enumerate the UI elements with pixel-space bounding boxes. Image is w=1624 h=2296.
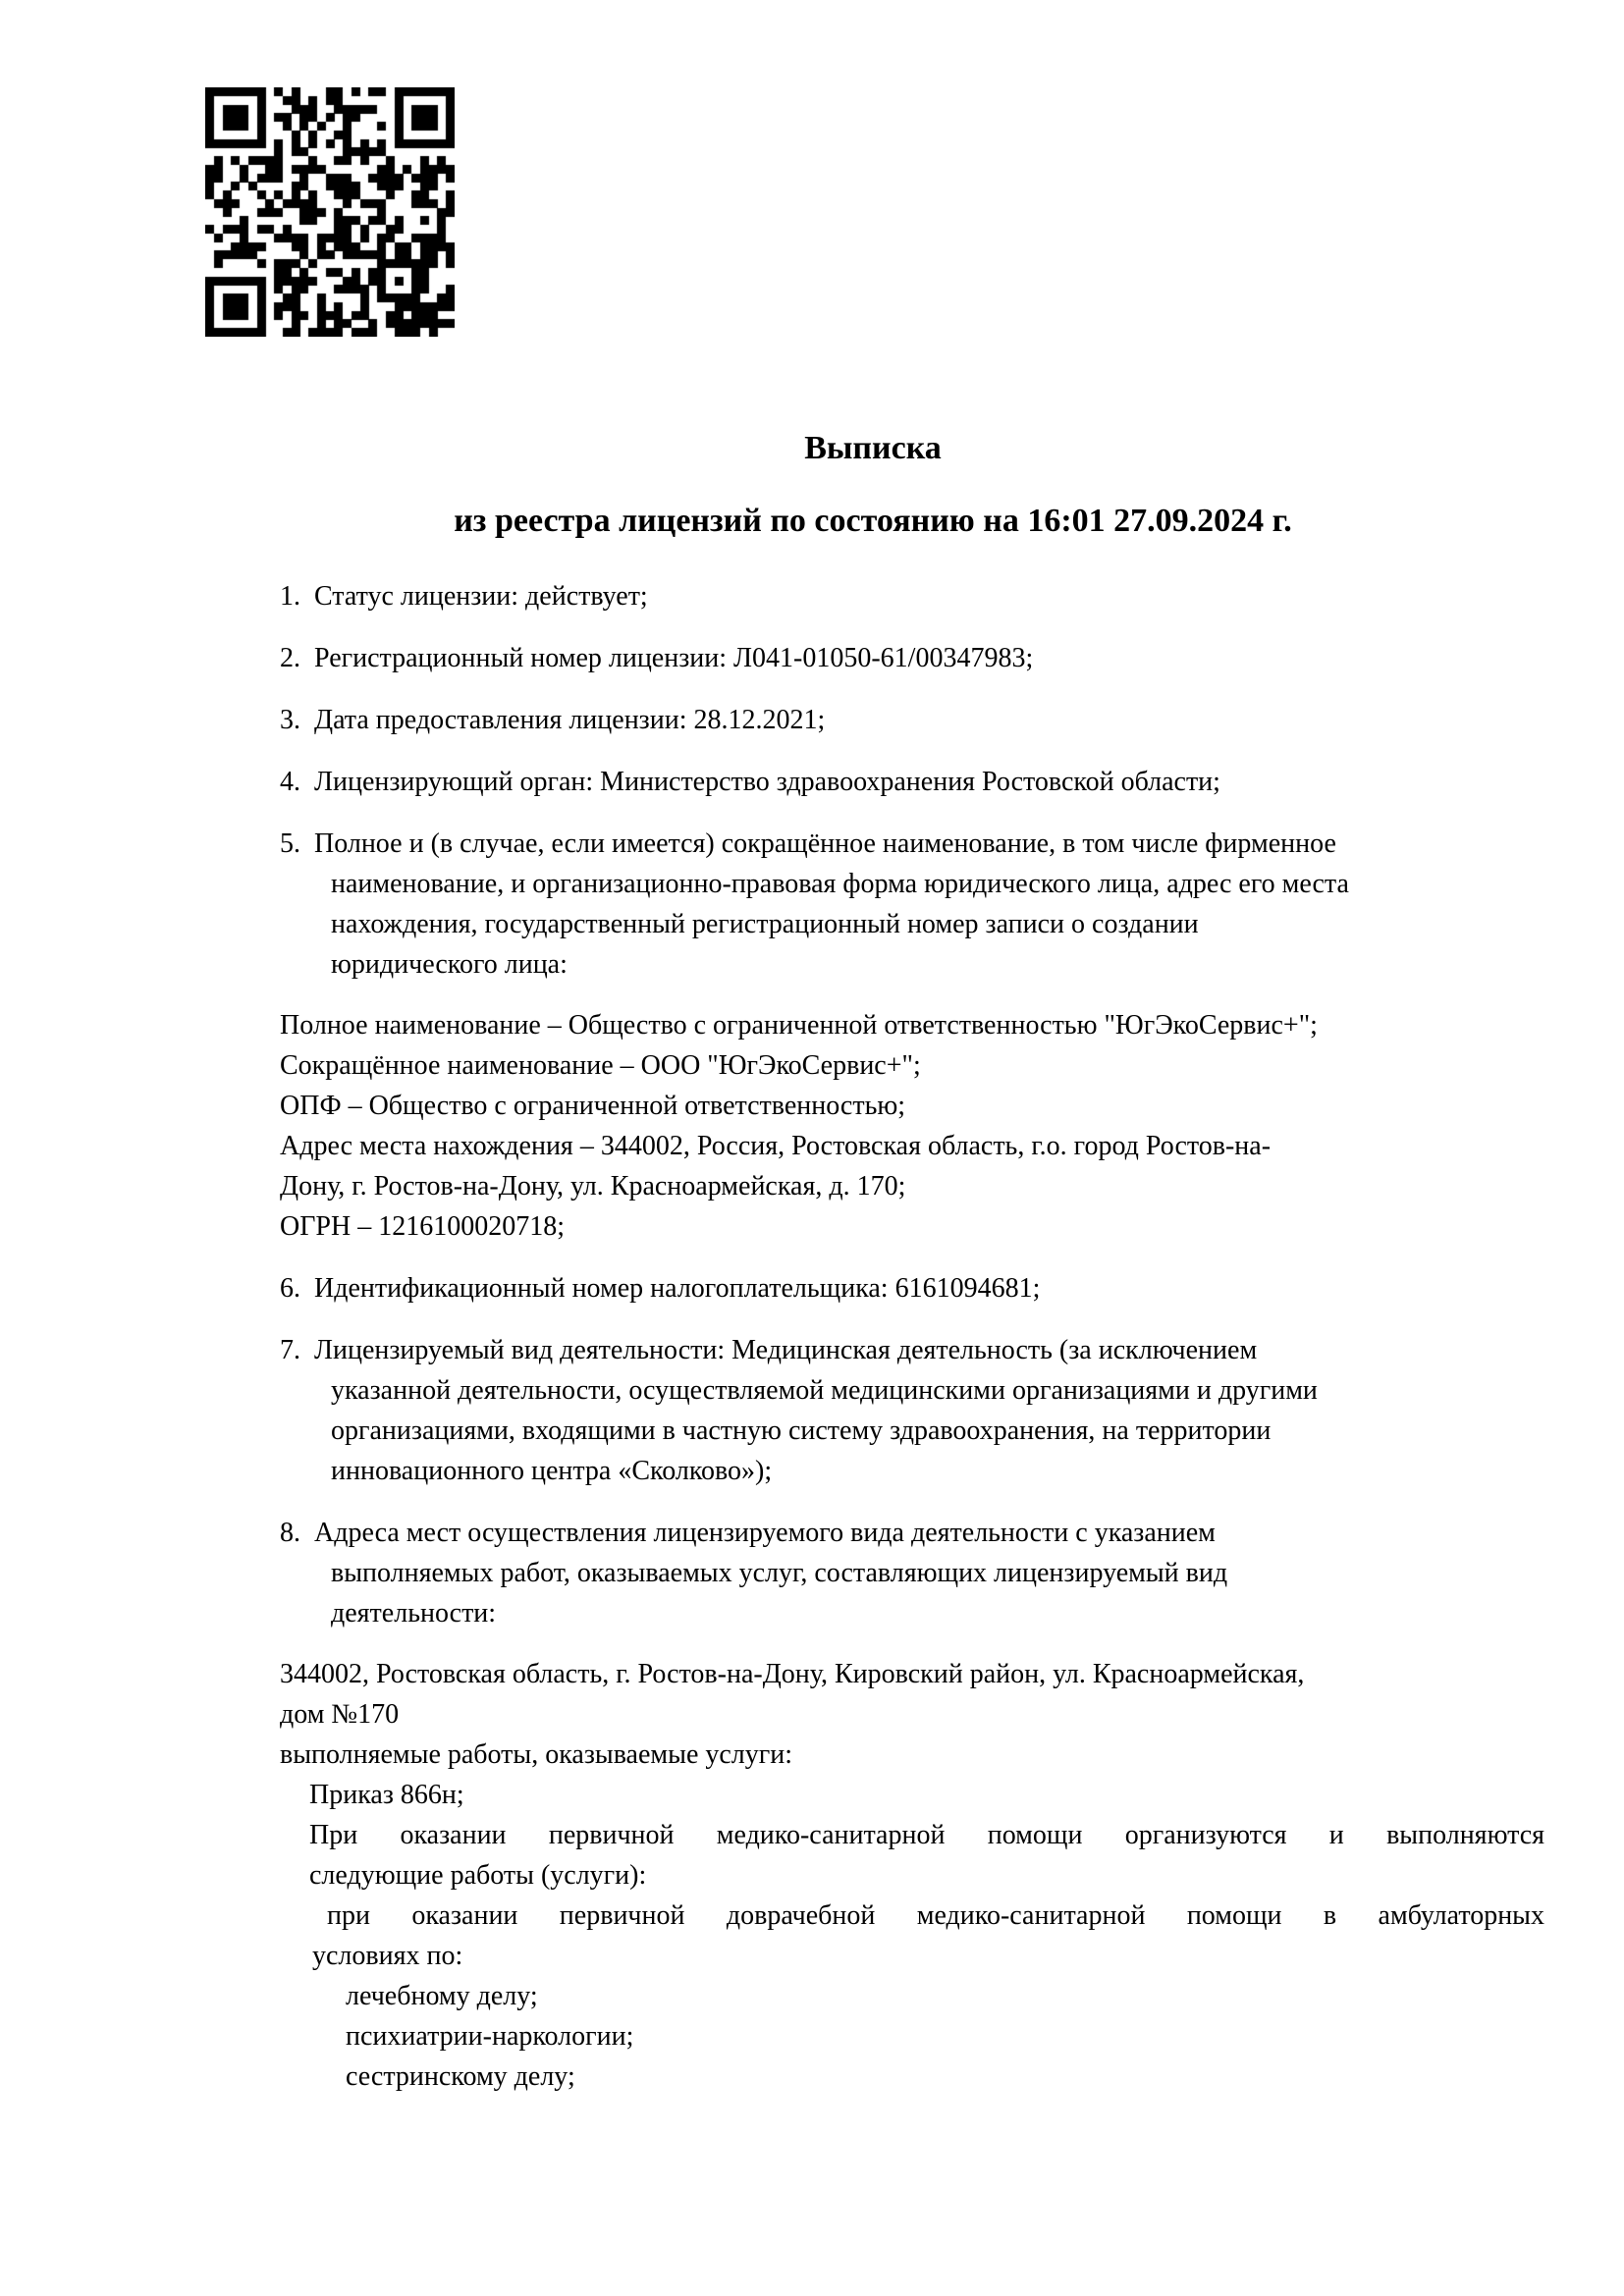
text-line: выполняемых работ, оказываемых услуг, составляющих лицензируемый вид (331, 1558, 1228, 1588)
text-line: наименование, и организационно-правовая форма юридического лица, адрес его места (331, 869, 1349, 899)
document-subtitle: из реестра лицензий по состоянию на 16:01 27.09.2024 г. (454, 503, 1292, 539)
item-number: 6. (280, 1273, 300, 1304)
text-line: нахождения, государственный регистрационный номер записи о создании (331, 909, 1199, 939)
text-line (280, 1513, 1544, 1553)
text-line: Сокращённое наименование – ООО "ЮгЭкоСервис+"; (280, 1050, 921, 1081)
document-title: Выписка (804, 430, 942, 466)
text-line: ОГРН – 1216100020718; (280, 1211, 565, 1242)
qr-code-image (205, 87, 455, 337)
organization-block (280, 1005, 1544, 1247)
item-text: Лицензирующий орган: Министерство здравоохранения Ростовской области; (314, 767, 1220, 797)
text-line: при оказании первичной доврачебной медико-санитарной помощи в амбулаторных (327, 1900, 1544, 1931)
text-line: 344002, Ростовская область, г. Ростов-на-Дону, Кировский район, ул. Красноармейская, (280, 1659, 1305, 1689)
item-text: Статус лицензии: действует; (314, 581, 648, 612)
list-item-8 (280, 1513, 1544, 1633)
text-line (280, 1268, 1544, 1308)
list-item-7 (280, 1330, 1544, 1491)
document-content (280, 425, 1544, 2097)
text-line: ОПФ – Общество с ограниченной ответственностью; (280, 1091, 906, 1121)
text-line (280, 762, 1544, 802)
item-text: Дата предоставления лицензии: 28.12.2021; (314, 705, 826, 735)
list-item-3 (280, 700, 1544, 740)
list-item-2 (280, 638, 1544, 678)
text-line: лечебному делу; (346, 1981, 538, 2011)
text-line (280, 1330, 1544, 1370)
item-text: Полное и (в случае, если имеется) сокращённое наименование, в том числе фирменное (314, 828, 1336, 859)
text-line: условиях по: (312, 1941, 463, 1971)
text-line: выполняемые работы, оказываемые услуги: (280, 1739, 793, 1770)
item-number: 1. (280, 581, 300, 612)
item-number: 2. (280, 643, 300, 673)
text-line (280, 638, 1544, 678)
text-line: указанной деятельности, осуществляемой медицинскими организациями и другими (331, 1375, 1318, 1406)
text-line: При оказании первичной медико-санитарной помощи организуются и выполняются (309, 1820, 1544, 1850)
list-item-1 (280, 576, 1544, 616)
item-text: Регистрационный номер лицензии: Л041-01050-61/00347983; (314, 643, 1034, 673)
item-number: 7. (280, 1335, 300, 1365)
address-block (280, 1654, 1544, 1775)
text-line: юридического лица: (331, 949, 568, 980)
qr-code (205, 87, 455, 337)
text-line: деятельности: (331, 1598, 497, 1629)
item-text: Лицензируемый вид деятельности: Медицинская деятельность (за исключением (314, 1335, 1258, 1365)
text-line: сестринскому делу; (346, 2061, 575, 2092)
list-item-4 (280, 762, 1544, 802)
item-text: Адреса мест осуществления лицензируемого вида деятельности с указанием (314, 1518, 1216, 1548)
item-number: 5. (280, 828, 300, 859)
text-line (280, 576, 1544, 616)
text-line (280, 824, 1544, 864)
text-line (280, 700, 1544, 740)
item-number: 8. (280, 1518, 300, 1548)
text-line: Дону, г. Ростов-на-Дону, ул. Красноармейская, д. 170; (280, 1171, 906, 1201)
item-number: 4. (280, 767, 300, 797)
item-text: Идентификационный номер налогоплательщика: 6161094681; (314, 1273, 1041, 1304)
item-number: 3. (280, 705, 300, 735)
text-line: организациями, входящими в частную систему здравоохранения, на территории (331, 1415, 1272, 1446)
text-line: следующие работы (услуги): (309, 1860, 647, 1891)
works-block (280, 1775, 1544, 2097)
list-item-5 (280, 824, 1544, 985)
text-line: Полное наименование – Общество с ограниченной ответственностью "ЮгЭкоСервис+"; (280, 1010, 1318, 1041)
text-line: Приказ 866н; (309, 1780, 464, 1810)
text-line: Адрес места нахождения – 344002, Россия, Ростовская область, г.о. город Ростов-на- (280, 1131, 1272, 1161)
text-line: инновационного центра «Сколково»); (331, 1456, 773, 1486)
text-line: психиатрии-наркологии; (346, 2021, 634, 2052)
list-item-6 (280, 1268, 1544, 1308)
text-line: дом №170 (280, 1699, 400, 1730)
